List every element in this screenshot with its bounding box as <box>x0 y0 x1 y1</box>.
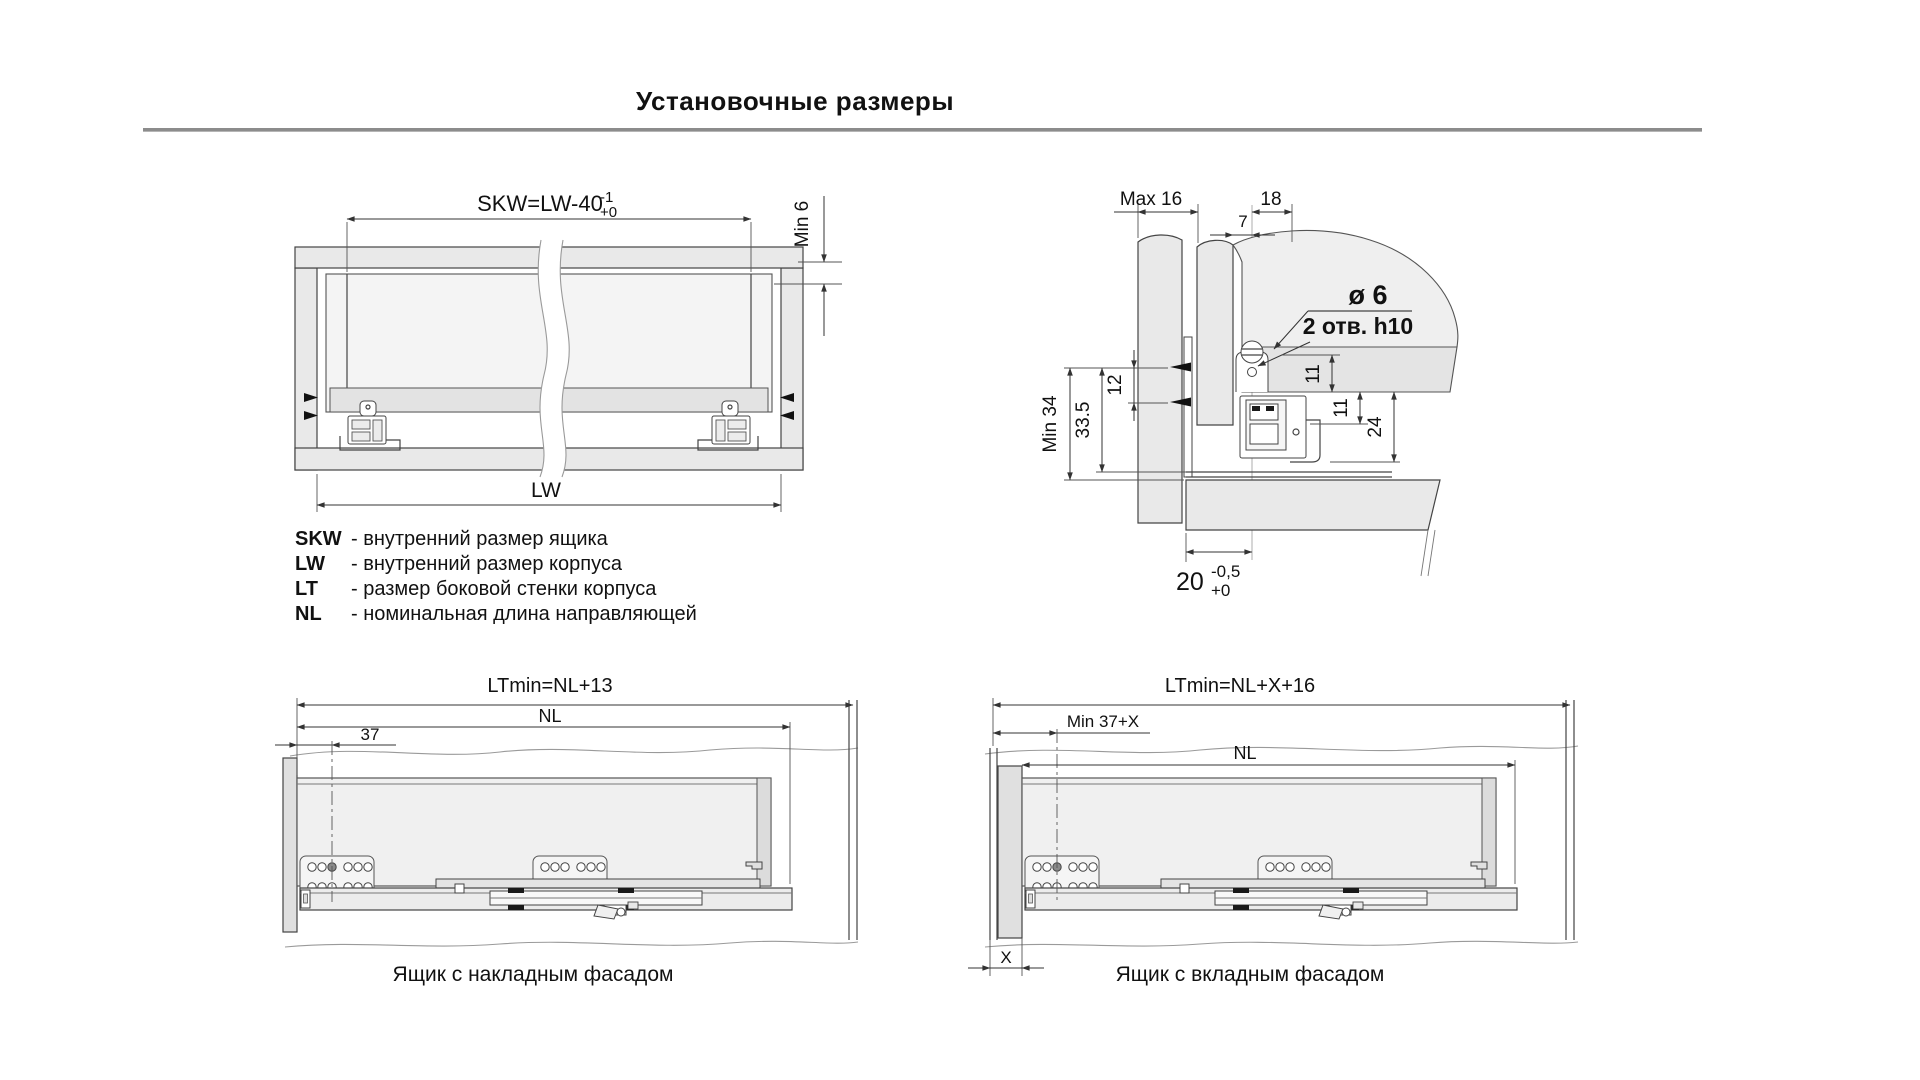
legend-desc: - размер боковой стенки корпуса <box>351 578 657 600</box>
legend-term: LT <box>295 578 318 600</box>
dim-7-label: 7 <box>1238 212 1248 231</box>
dim-nl-label: NL <box>538 706 562 726</box>
drawing-inset-front <box>968 675 1578 986</box>
dim-18-label: 18 <box>1260 189 1282 210</box>
cabinet-left-wall <box>295 268 317 470</box>
dim-min34-label: Min 34 <box>1040 395 1061 453</box>
drawer-front-wall <box>1197 240 1233 425</box>
legend-desc: - внутренний размер корпуса <box>351 553 622 575</box>
dim-min37x-label: Min 37+X <box>1066 712 1140 731</box>
legend-desc: - номинальная длина направляющей <box>351 603 697 625</box>
cabinet-bottom-break-line <box>285 941 858 947</box>
dim-11-top-label: 11 <box>1303 364 1324 384</box>
dim-12-label: 12 <box>1105 374 1126 396</box>
dim-24-label: 24 <box>1365 416 1386 438</box>
legend-row-lw <box>295 552 697 577</box>
drawing-plan-view <box>295 189 842 512</box>
dim-37-label: 37 <box>360 725 380 744</box>
hole-diameter-label: ø 6 <box>1348 280 1388 310</box>
hole-note-label: 2 отв. h10 <box>1302 313 1414 339</box>
dim-nl-x-label: NL <box>1233 743 1257 763</box>
dim-skw-tol-lower: +0 <box>600 204 618 221</box>
legend <box>295 527 697 627</box>
bracket-hole <box>1248 368 1257 377</box>
dim-max16-label: Max 16 <box>1119 189 1183 210</box>
inset-facade <box>998 766 1022 938</box>
dim-skw-tol-upper: -1 <box>600 189 614 206</box>
dim-min6-label: Min 6 <box>792 200 813 248</box>
drawer-unit-2 <box>1022 778 1517 919</box>
dim-ltmin-x-label: LTmin=NL+X+16 <box>1164 675 1316 697</box>
legend-term: LW <box>295 553 325 575</box>
legend-desc: - внутренний размер ящика <box>351 528 608 550</box>
mount-plate <box>1184 337 1192 477</box>
cabinet-side-break-line <box>290 748 858 756</box>
break-wave <box>549 240 558 477</box>
dim-x-label: X <box>1000 948 1012 967</box>
drawing-front-section <box>1040 189 1458 600</box>
screw-head <box>1241 341 1263 363</box>
caption-overlay-front: Ящик с накладным фасадом <box>392 963 674 986</box>
caption-inset-front: Ящик с вкладным фасадом <box>1115 963 1385 986</box>
cabinet-bottom-section <box>1186 480 1440 530</box>
legend-row-nl <box>295 602 697 627</box>
drawer-bottom-strip <box>1242 347 1457 392</box>
cabinet-bottom-break-line-2 <box>985 941 1578 947</box>
dim-ltmin-label: LTmin=NL+13 <box>487 675 613 697</box>
page-title: Установочные размеры <box>635 86 955 116</box>
cabinet-side-break-line-2 <box>985 746 1578 754</box>
legend-row-skw <box>295 527 697 552</box>
dim-11-mid-label: 11 <box>1331 398 1352 418</box>
dim-20-tol-upper: -0,5 <box>1211 562 1241 581</box>
legend-term: SKW <box>295 528 342 550</box>
dim-skw-label: SKW=LW-40 <box>477 191 603 216</box>
dim-20-label: 20 <box>1176 568 1204 596</box>
drawer-unit <box>297 778 792 919</box>
drawing-overlay-front <box>275 675 858 986</box>
overlay-facade <box>283 758 297 932</box>
legend-term: NL <box>295 603 322 625</box>
dim-lw-label: LW <box>531 479 561 502</box>
dim-20-tol-lower: +0 <box>1211 581 1231 600</box>
legend-row-lt <box>295 577 697 602</box>
dim-33-5-label: 33.5 <box>1073 401 1094 439</box>
cabinet-right-wall <box>781 268 803 470</box>
